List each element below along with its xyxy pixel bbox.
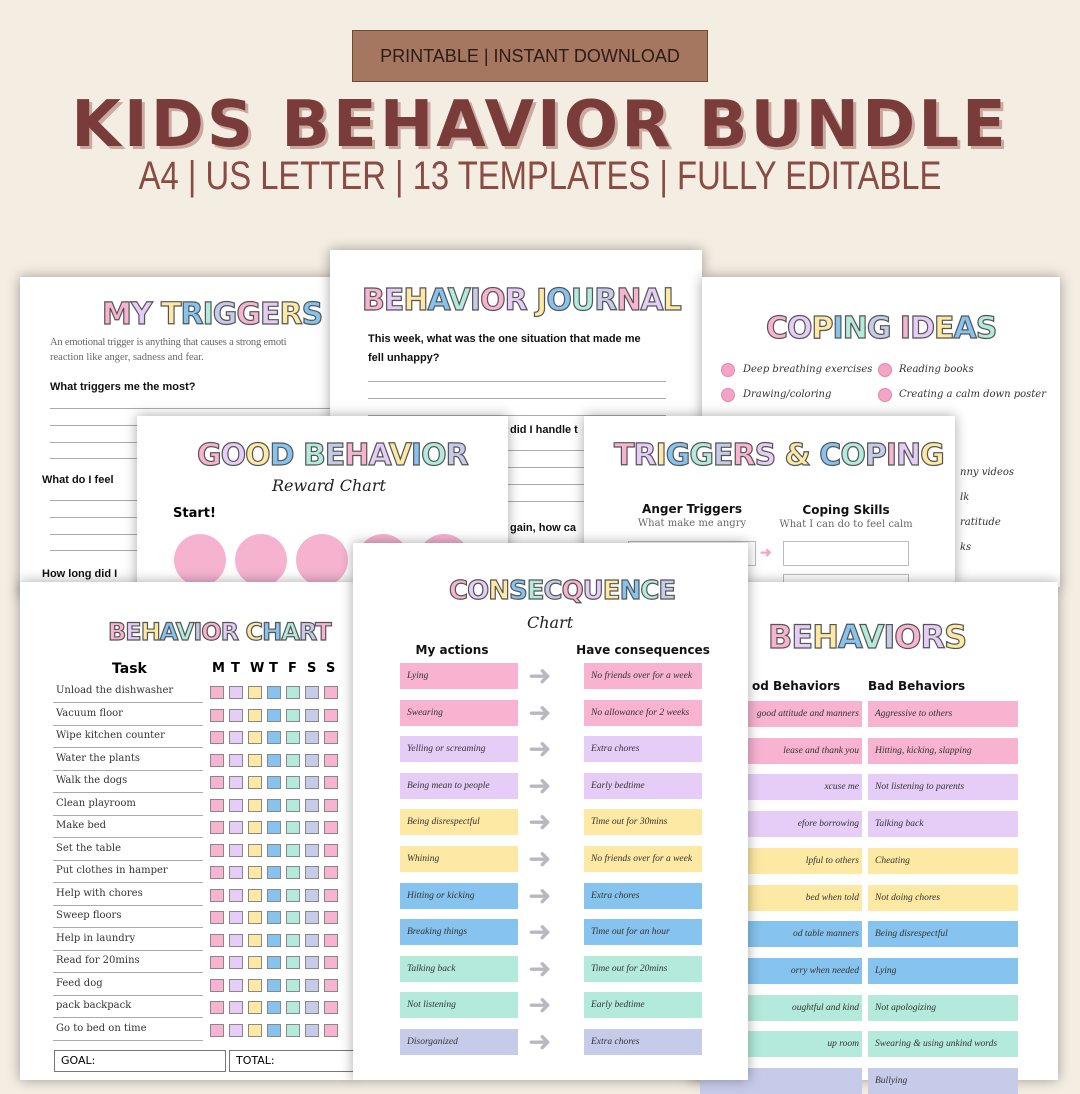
task-checkbox[interactable] [286, 1001, 300, 1014]
row-divider [53, 995, 203, 996]
task-checkbox[interactable] [324, 889, 338, 902]
coping-skills-heading: Coping Skills [802, 503, 890, 517]
task-checkbox[interactable] [305, 1001, 319, 1014]
good-behavior-box: up room [700, 1031, 862, 1057]
good-behavior-title: GOOD BEHAVIOR [197, 438, 468, 473]
task-checkbox[interactable] [210, 776, 224, 789]
task-checkbox[interactable] [248, 979, 262, 992]
task-checkbox[interactable] [267, 754, 281, 767]
task-checkbox[interactable] [210, 844, 224, 857]
task-label: Water the plants [56, 752, 140, 764]
task-checkbox[interactable] [305, 686, 319, 699]
task-label: Help with chores [56, 887, 143, 899]
row-divider [53, 702, 203, 703]
task-label: Sweep floors [56, 910, 122, 921]
printable-badge: PRINTABLE | INSTANT DOWNLOAD [352, 30, 708, 82]
task-checkbox[interactable] [267, 866, 281, 879]
task-checkbox[interactable] [248, 956, 262, 969]
coping-fragment: lk [960, 492, 970, 503]
task-checkbox[interactable] [286, 844, 300, 857]
task-checkbox[interactable] [305, 979, 319, 992]
main-title: KIDS BEHAVIOR BUNDLE [71, 88, 1009, 162]
good-behavior-box: bed when told [700, 885, 862, 911]
task-checkbox[interactable] [229, 979, 243, 992]
day-header: T [231, 661, 240, 676]
journal-title: BEHAVIOR JOURNAL [362, 283, 681, 318]
task-checkbox[interactable] [286, 866, 300, 879]
task-header: Task [112, 661, 147, 677]
task-checkbox[interactable] [324, 934, 338, 947]
action-box: Yelling or screaming [400, 736, 518, 762]
task-checkbox[interactable] [286, 754, 300, 767]
my-actions-header: My actions [415, 643, 489, 657]
arrow-icon: ➜ [528, 1025, 552, 1058]
row-divider [53, 747, 203, 748]
task-checkbox[interactable] [229, 686, 243, 699]
arrow-icon: ➜ [528, 988, 552, 1022]
task-checkbox[interactable] [248, 844, 262, 857]
task-checkbox[interactable] [286, 686, 300, 699]
task-checkbox[interactable] [286, 1024, 300, 1037]
action-box: Lying [400, 663, 518, 689]
task-label: Make bed [56, 820, 107, 831]
good-behavior-box: orry when needed [700, 958, 862, 984]
action-box: Hitting or kicking [400, 883, 518, 909]
task-checkbox[interactable] [305, 934, 319, 947]
day-header: M [212, 661, 225, 676]
task-checkbox[interactable] [210, 731, 224, 744]
task-checkbox[interactable] [248, 889, 262, 902]
journal-question-1b: fell unhappy? [368, 352, 440, 364]
task-checkbox[interactable] [305, 956, 319, 969]
action-box: Not listening [400, 992, 518, 1018]
task-label: Feed dog [56, 977, 103, 989]
task-label: Vacuum floor [56, 707, 123, 719]
task-label: Set the table [56, 842, 122, 854]
task-checkbox[interactable] [229, 754, 243, 767]
action-box: Talking back [400, 956, 518, 982]
task-checkbox[interactable] [229, 844, 243, 857]
task-checkbox[interactable] [229, 1024, 243, 1037]
task-checkbox[interactable] [229, 776, 243, 789]
task-checkbox[interactable] [305, 731, 319, 744]
consequence-box: No allowance for 2 weeks [584, 700, 702, 726]
action-box: Being disrespectful [400, 809, 518, 835]
coping-skill-field[interactable] [783, 541, 909, 566]
task-checkbox[interactable] [248, 1001, 262, 1014]
arrow-icon: ➜ [528, 878, 552, 912]
task-checkbox[interactable] [324, 866, 338, 879]
action-box: Breaking things [400, 919, 518, 945]
day-header: T [269, 661, 278, 676]
task-label: Clean playroom [56, 797, 136, 809]
coping-item: Creating a calm down poster [899, 389, 1046, 400]
task-checkbox[interactable] [286, 799, 300, 812]
task-checkbox[interactable] [305, 821, 319, 834]
total-field[interactable] [229, 1050, 369, 1072]
action-box: Swearing [400, 700, 518, 726]
consequence-box: Time out for 30mins [584, 809, 702, 835]
good-behavior-box: lpful to others [700, 848, 862, 874]
task-checkbox[interactable] [248, 686, 262, 699]
row-divider [53, 770, 203, 771]
row-divider [53, 927, 203, 928]
task-checkbox[interactable] [286, 889, 300, 902]
consequence-box: Time out for 20mins [584, 956, 702, 982]
behavior-chart-page [20, 582, 355, 1080]
task-checkbox[interactable] [210, 934, 224, 947]
task-label: Put clothes in hamper [56, 865, 168, 876]
start-label: Start! [173, 506, 216, 521]
task-checkbox[interactable] [286, 776, 300, 789]
my-triggers-title: MY TRIGGERS [102, 297, 323, 332]
task-checkbox[interactable] [324, 731, 338, 744]
task-checkbox[interactable] [210, 866, 224, 879]
row-divider [53, 950, 203, 951]
arrow-icon: ➜ [528, 805, 552, 839]
task-checkbox[interactable] [324, 1001, 338, 1014]
day-header: F [288, 661, 297, 676]
coping-item: Drawing/coloring [743, 389, 832, 400]
good-behavior-box: lease and thank you [700, 738, 862, 764]
consequence-chart-page [353, 543, 748, 1080]
bad-behavior-box: Bullying [868, 1068, 1018, 1094]
task-checkbox[interactable] [210, 889, 224, 902]
coping-fragment: ratitude [960, 517, 1001, 528]
consequence-subtitle: Chart [527, 613, 574, 632]
bad-behavior-box: Swearing & using unkind words [868, 1031, 1018, 1057]
bad-behavior-box: Not apologizing [868, 995, 1018, 1021]
consequence-box: No friends over for a week [584, 846, 702, 872]
intro-line-2: reaction like anger, sadness and fear. [50, 352, 204, 363]
bad-behavior-box: Cheating [868, 848, 1018, 874]
task-checkbox[interactable] [229, 866, 243, 879]
task-checkbox[interactable] [286, 821, 300, 834]
question-2: What do I feel [42, 474, 114, 486]
task-checkbox[interactable] [267, 799, 281, 812]
task-checkbox[interactable] [324, 1024, 338, 1037]
task-checkbox[interactable] [324, 709, 338, 722]
arrow-icon: ➜ [528, 695, 552, 729]
row-divider [53, 837, 203, 838]
coping-fragment: ks [960, 542, 972, 553]
intro-line-1: An emotional trigger is anything that causes a strong emoti [50, 337, 287, 348]
task-checkbox[interactable] [267, 1024, 281, 1037]
task-checkbox[interactable] [305, 776, 319, 789]
consequence-title: CONSECQUENCE [449, 576, 676, 606]
task-checkbox[interactable] [267, 776, 281, 789]
task-checkbox[interactable] [286, 956, 300, 969]
task-checkbox[interactable] [229, 1001, 243, 1014]
journal-question-3: gain, how ca [510, 522, 577, 534]
task-checkbox[interactable] [305, 889, 319, 902]
task-checkbox[interactable] [324, 799, 338, 812]
task-checkbox[interactable] [267, 956, 281, 969]
good-behaviors-header: od Behaviors [752, 679, 841, 693]
coping-skills-sub: What I can do to feel calm [779, 519, 913, 530]
task-checkbox[interactable] [286, 911, 300, 924]
bad-behavior-box: Lying [868, 958, 1018, 984]
task-checkbox[interactable] [229, 799, 243, 812]
bad-behavior-box: Aggressive to others [868, 701, 1018, 727]
behaviors-title: BEHAVIORS [768, 618, 967, 656]
reward-chart-subtitle: Reward Chart [272, 476, 386, 495]
task-checkbox[interactable] [267, 911, 281, 924]
task-checkbox[interactable] [305, 1024, 319, 1037]
good-behavior-box: xcuse me [700, 774, 862, 800]
task-checkbox[interactable] [248, 911, 262, 924]
consequence-box: Extra chores [584, 1029, 702, 1055]
task-checkbox[interactable] [286, 731, 300, 744]
task-checkbox[interactable] [267, 709, 281, 722]
row-divider [53, 882, 203, 883]
goal-field[interactable] [54, 1050, 226, 1072]
coping-item: Reading books [899, 364, 974, 375]
day-header: W [250, 661, 265, 676]
consequence-box: Extra chores [584, 736, 702, 762]
bad-behaviors-header: Bad Behaviors [868, 679, 966, 693]
task-checkbox[interactable] [324, 911, 338, 924]
task-checkbox[interactable] [229, 731, 243, 744]
task-checkbox[interactable] [229, 934, 243, 947]
journal-question-2: did I handle t [510, 424, 578, 436]
task-checkbox[interactable] [267, 731, 281, 744]
task-checkbox[interactable] [267, 844, 281, 857]
arrow-icon: ➜ [528, 732, 552, 766]
task-checkbox[interactable] [210, 686, 224, 699]
task-checkbox[interactable] [267, 686, 281, 699]
task-checkbox[interactable] [324, 776, 338, 789]
task-checkbox[interactable] [248, 731, 262, 744]
task-checkbox[interactable] [210, 799, 224, 812]
bad-behavior-box: Not listening to parents [868, 774, 1018, 800]
bad-behavior-box: Being disrespectful [868, 921, 1018, 947]
task-checkbox[interactable] [267, 821, 281, 834]
task-checkbox[interactable] [324, 844, 338, 857]
task-checkbox[interactable] [305, 754, 319, 767]
task-checkbox[interactable] [286, 934, 300, 947]
task-checkbox[interactable] [267, 889, 281, 902]
good-behavior-box: efore borrowing [700, 811, 862, 837]
row-divider [53, 905, 203, 906]
task-checkbox[interactable] [305, 911, 319, 924]
consequence-box: Time out for an hour [584, 919, 702, 945]
task-label: Go to bed on time [56, 1022, 147, 1034]
task-checkbox[interactable] [210, 1024, 224, 1037]
task-label: Unload the dishwasher [56, 685, 174, 696]
bad-behavior-box: Hitting, kicking, slapping [868, 738, 1018, 764]
day-header: S [326, 661, 336, 676]
task-checkbox[interactable] [267, 1001, 281, 1014]
subtitle: A4 | US LETTER | 13 TEMPLATES | FULLY EDITABLE [138, 154, 942, 198]
coping-fragment: nny videos [960, 467, 1015, 478]
task-checkbox[interactable] [286, 979, 300, 992]
arrow-icon: ➜ [528, 659, 552, 692]
task-checkbox[interactable] [248, 934, 262, 947]
consequence-box: No friends over for a week [584, 663, 702, 689]
good-behavior-box: od table manners [700, 921, 862, 947]
task-label: Help in laundry [56, 932, 136, 944]
task-checkbox[interactable] [229, 956, 243, 969]
row-divider [53, 815, 203, 816]
consequences-header: Have consequences [576, 643, 710, 657]
arrow-icon: ➜ [528, 951, 552, 985]
action-box: Disorganized [400, 1029, 518, 1055]
task-checkbox[interactable] [305, 844, 319, 857]
task-checkbox[interactable] [229, 709, 243, 722]
task-checkbox[interactable] [305, 866, 319, 879]
behavior-chart-title: BEHAVIOR CHART [108, 618, 331, 646]
task-checkbox[interactable] [248, 754, 262, 767]
task-checkbox[interactable] [229, 821, 243, 834]
task-checkbox[interactable] [210, 979, 224, 992]
task-checkbox[interactable] [324, 754, 338, 767]
task-checkbox[interactable] [210, 754, 224, 767]
task-label: Read for 20mins [56, 955, 140, 966]
arrow-icon: ➜ [528, 915, 552, 949]
consequence-box: Early bedtime [584, 773, 702, 799]
row-divider [53, 725, 203, 726]
goal-label: GOAL: [61, 1054, 96, 1067]
task-checkbox[interactable] [229, 889, 243, 902]
task-checkbox[interactable] [248, 821, 262, 834]
bad-behavior-box: Talking back [868, 811, 1018, 837]
question-3: How long did I [42, 568, 118, 580]
task-checkbox[interactable] [229, 911, 243, 924]
task-label: Wipe kitchen counter [56, 730, 165, 741]
row-divider [53, 1040, 203, 1041]
task-checkbox[interactable] [324, 686, 338, 699]
task-label: Walk the dogs [56, 775, 128, 786]
coping-ideas-title: COPING IDEAS [766, 311, 997, 346]
task-checkbox[interactable] [324, 979, 338, 992]
task-checkbox[interactable] [267, 934, 281, 947]
arrow-icon: ➜ [528, 842, 552, 875]
task-checkbox[interactable] [248, 709, 262, 722]
row-divider [53, 972, 203, 973]
anger-triggers-heading: Anger Triggers [642, 502, 742, 516]
consequence-box: Extra chores [584, 883, 702, 909]
triggers-coping-title: TRIGGERS & COPING [614, 438, 944, 473]
task-checkbox[interactable] [248, 1024, 262, 1037]
consequence-box: Early bedtime [584, 992, 702, 1018]
day-header: S [307, 661, 317, 676]
task-checkbox[interactable] [248, 866, 262, 879]
task-label: pack backpack [56, 1000, 132, 1011]
task-checkbox[interactable] [210, 911, 224, 924]
task-checkbox[interactable] [286, 709, 300, 722]
row-divider [53, 1017, 203, 1018]
action-box: Whining [400, 846, 518, 872]
action-box: Being mean to people [400, 773, 518, 799]
task-checkbox[interactable] [305, 799, 319, 812]
good-behavior-box: oughtful and kind [700, 995, 862, 1021]
task-checkbox[interactable] [324, 956, 338, 969]
task-checkbox[interactable] [210, 821, 224, 834]
task-checkbox[interactable] [210, 709, 224, 722]
task-checkbox[interactable] [305, 709, 319, 722]
task-checkbox[interactable] [210, 1001, 224, 1014]
question-1: What triggers me the most? [50, 381, 196, 393]
anger-triggers-sub: What make me angry [637, 518, 747, 529]
task-checkbox[interactable] [267, 979, 281, 992]
task-checkbox[interactable] [248, 799, 262, 812]
journal-question-1a: This week, what was the one situation that made me [368, 333, 641, 345]
task-checkbox[interactable] [248, 776, 262, 789]
task-checkbox[interactable] [210, 956, 224, 969]
good-behavior-box: good attitude and manners [700, 701, 862, 727]
task-checkbox[interactable] [324, 821, 338, 834]
arrow-icon: ➜ [528, 768, 552, 802]
bad-behavior-box: Not doing chores [868, 885, 1018, 911]
row-divider [53, 792, 203, 793]
row-divider [53, 860, 203, 861]
arrow-right-icon: ➜ [760, 544, 772, 560]
coping-item: Deep breathing exercises [743, 364, 873, 375]
total-label: TOTAL: [236, 1054, 275, 1067]
